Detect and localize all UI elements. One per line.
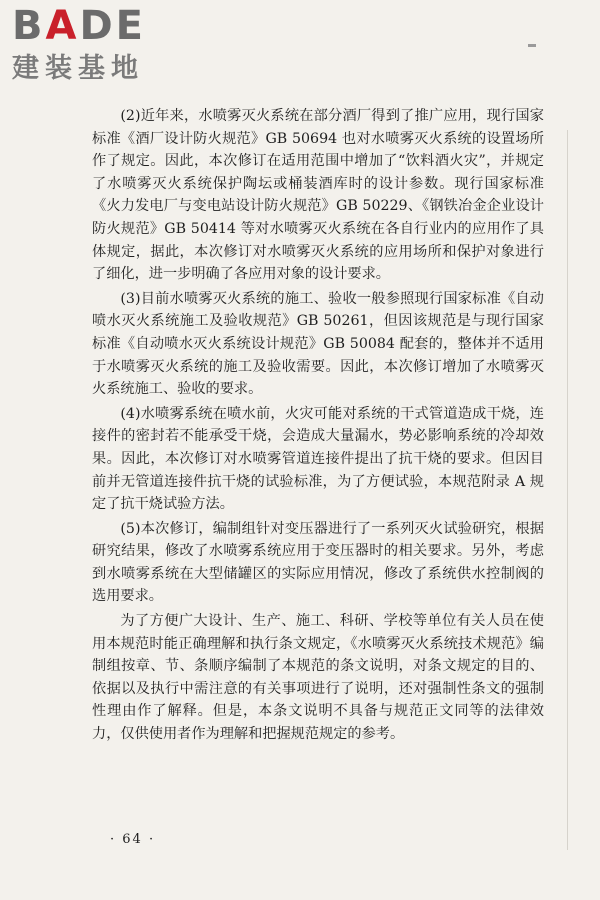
logo-letter-b: B (12, 3, 46, 49)
paragraph-item-2: (2)近年来，水喷雾灭火系统在部分酒厂得到了推广应用，现行国家标准《酒厂设计防火规范》GB 50694 也对水喷雾灭火系统的设置场所作了规定。因此，本次修订在适用范围中增加了“饮料酒火灾”，并规定了水喷雾灭火系统保护陶坛或桶装酒库时的设计参数。现行国家标准《火力发电厂与变电站设计防火规范》GB 50229、《钢铁冶金企业设计防火规范》GB 50414 等对水喷雾灭火系统在各自行业内的应用作了具体规定，据此，本次修订对水喷雾灭火系统的应用场所和保护对象进行了细化，进一步明确了各应用对象的设计要求。 (92, 108, 544, 283)
page-number: · 64 · (110, 832, 156, 847)
page-edge-line (567, 130, 568, 850)
paragraph-item-4: (4)水喷雾系统在喷水前，火灾可能对系统的干式管道造成干烧，连接件的密封若不能承受干烧，会造成大量漏水，势必影响系统的冷却效果。因此，本次修订对水喷雾管道连接件提出了抗干烧的要求。但因目前并无管道连接件抗干烧的试验标准，为了方便试验，本规范附录 A 规定了抗干烧试验方法。 (92, 405, 544, 513)
logo-letter-a: A (45, 3, 80, 49)
logo-brand (12, 4, 182, 48)
document-body (92, 105, 544, 748)
logo-subtitle: 建装基地 (12, 53, 144, 84)
paragraph-closing: 为了方便广大设计、生产、施工、科研、学校等单位有关人员在使用本规范时能正确理解和执行条文规定，《水喷雾灭火系统技术规范》编制组按章、节、条顺序编制了本规范的条文说明，对条文规定的目的、依据以及执行中需注意的有关事项进行了说明，还对强制性条文的强制性理由作了解释。但是，本条文说明不具备与规范正文同等的法律效力，仅供使用者作为理解和把握规范规定的参考。 (92, 613, 544, 743)
paragraph-item-5: (5)本次修订，编制组针对变压器进行了一系列灭火试验研究，根据研究结果，修改了水喷雾系统应用于变压器时的相关要求。另外，考虑到水喷雾系统在大型储罐区的实际应用情况，修改了系统供水控制阀的选用要求。 (92, 520, 544, 605)
logo (12, 4, 182, 96)
scan-mark (528, 44, 536, 47)
paragraph-item-3: (3)目前水喷雾灭火系统的施工、验收一般参照现行国家标准《自动喷水灭火系统施工及验收规范》GB 50261，但因该规范是与现行国家标准《自动喷水灭火系统设计规范》GB 50084 配套的，整体并不适用于水喷雾灭火系统的施工及验收需要。因此，本次修订增加了水喷雾灭火系统施工、验收的要求。 (92, 290, 544, 398)
logo-letters-de: DE (79, 3, 146, 49)
